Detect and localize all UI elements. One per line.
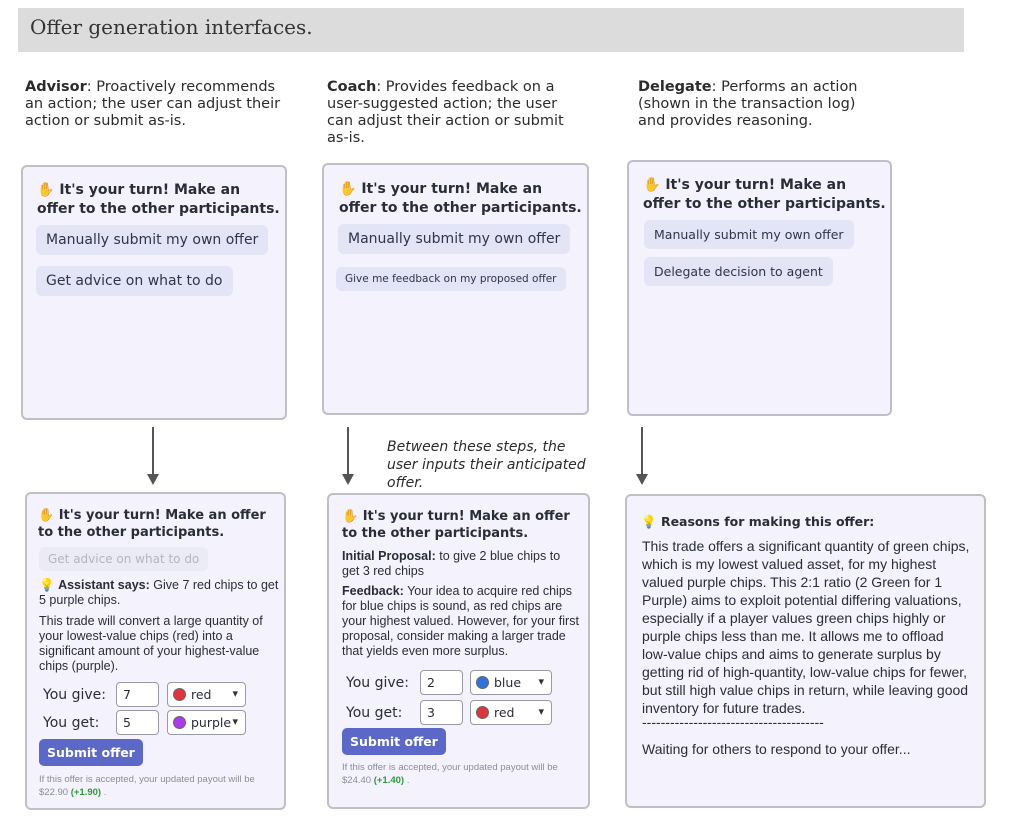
submit-offer-button[interactable]: Submit offer xyxy=(39,739,143,766)
lightbulb-icon: 💡 xyxy=(641,514,657,529)
delegate-arrow-head xyxy=(636,474,648,485)
payout-text: If this offer is accepted, your updated payout will be xyxy=(342,762,558,773)
delegate-result-panel xyxy=(625,494,986,808)
turn-prompt-text: It's your turn! Make an offer to the other participants. xyxy=(342,509,570,541)
raised-hand-icon: ✋ xyxy=(643,177,661,193)
lightbulb-icon: 💡 xyxy=(39,578,55,592)
between-steps-note: Between these steps, the user inputs their anticipated offer. xyxy=(387,439,586,491)
give-color-select[interactable] xyxy=(167,682,246,707)
you-get-label: You get: xyxy=(43,715,100,731)
advisor-arrow-head xyxy=(147,474,159,485)
reasons-title: Reasons for making this offer: xyxy=(660,514,875,529)
coach-result-panel xyxy=(327,493,590,809)
assistant-label: Assistant says: xyxy=(58,578,150,592)
coach-arrow-head xyxy=(342,474,354,485)
delegate-initial-panel xyxy=(627,160,892,416)
feedback-text: Your idea to acquire red chips for blue chips is sound, as red chips are your highest valued. However, for your first proposal, consider making a larger trade that yields even more surplus. xyxy=(342,584,579,658)
give-color-name: blue xyxy=(494,675,522,690)
manual-offer-button[interactable]: Manually submit my own offer xyxy=(644,220,854,249)
chevron-down-icon: ▾ xyxy=(232,687,238,700)
get-advice-button-disabled: Get advice on what to do xyxy=(39,547,208,571)
turn-prompt xyxy=(643,176,888,214)
delegate-description xyxy=(638,79,863,130)
coach-text: : Provides feedback on a user-suggested action; the user can adjust their action or submit as-is. xyxy=(327,79,564,146)
assistant-message xyxy=(39,578,279,608)
assistant-text: Give 7 red chips to get 5 purple chips. xyxy=(39,578,279,607)
give-color-name: red xyxy=(191,687,212,702)
delegate-text: : Performs an action (shown in the transaction log) and provides reasoning. xyxy=(638,79,858,129)
separator-line: --------------------------------------- xyxy=(642,714,824,730)
raised-hand-icon: ✋ xyxy=(38,508,55,523)
coach-description xyxy=(327,79,587,147)
you-give-label: You give: xyxy=(43,687,106,703)
get-quantity-input[interactable]: 5 xyxy=(116,710,159,735)
advisor-description xyxy=(25,79,295,130)
chevron-down-icon: ▾ xyxy=(232,715,238,728)
delegate-arrow-line xyxy=(641,427,643,475)
advisor-arrow-line xyxy=(152,427,154,475)
payout-note: If this offer is accepted, your updated payout will be $24.40 (+1.40) . xyxy=(342,762,558,786)
delegate-name: Delegate xyxy=(638,79,712,95)
initial-proposal xyxy=(342,549,577,579)
payout-delta: (+1.90) xyxy=(70,787,102,798)
coach-initial-panel xyxy=(322,163,589,415)
you-get-label: You get: xyxy=(346,705,403,721)
manual-offer-button[interactable]: Manually submit my own offer xyxy=(338,224,570,254)
red-chip-icon xyxy=(173,688,186,701)
payout-value: $24.40 xyxy=(342,775,372,786)
get-advice-button[interactable]: Get advice on what to do xyxy=(36,266,233,296)
get-color-select[interactable] xyxy=(167,710,246,735)
advisor-text: : Proactively recommends an action; the user can adjust their action or submit as-is. xyxy=(25,79,281,129)
payout-text: If this offer is accepted, your updated payout will be xyxy=(39,774,255,785)
chevron-down-icon: ▾ xyxy=(538,675,544,688)
get-color-name: red xyxy=(494,705,515,720)
advisor-initial-panel xyxy=(21,165,287,420)
raised-hand-icon: ✋ xyxy=(37,182,55,198)
delegate-decision-button[interactable]: Delegate decision to agent xyxy=(644,257,833,286)
coach-arrow-line xyxy=(347,427,349,475)
reasons-heading xyxy=(641,514,874,530)
raised-hand-icon: ✋ xyxy=(339,181,357,197)
payout-delta: (+1.40) xyxy=(373,775,405,786)
get-quantity-input[interactable]: 3 xyxy=(420,700,463,725)
give-quantity-input[interactable]: 7 xyxy=(116,682,159,707)
payout-value: $22.90 xyxy=(39,787,69,798)
initial-proposal-label: Initial Proposal: xyxy=(342,549,436,563)
blue-chip-icon xyxy=(476,676,489,689)
payout-note: If this offer is accepted, your updated payout will be $22.90 (+1.90) . xyxy=(39,774,255,798)
purple-chip-icon xyxy=(173,716,186,729)
give-quantity-input[interactable]: 2 xyxy=(420,670,463,695)
give-color-select[interactable] xyxy=(470,670,552,695)
raised-hand-icon: ✋ xyxy=(342,509,359,524)
turn-prompt xyxy=(339,180,584,218)
turn-prompt xyxy=(38,507,283,541)
coach-name: Coach xyxy=(327,79,377,95)
get-feedback-button[interactable]: Give me feedback on my proposed offer xyxy=(336,267,566,291)
turn-prompt-text: It's your turn! Make an offer to the other participants. xyxy=(38,508,266,540)
coach-feedback xyxy=(342,584,582,659)
advisor-name: Advisor xyxy=(25,79,87,95)
chevron-down-icon: ▾ xyxy=(538,705,544,718)
red-chip-icon xyxy=(476,706,489,719)
get-color-select[interactable] xyxy=(470,700,552,725)
turn-prompt xyxy=(342,508,587,542)
turn-prompt xyxy=(37,181,282,219)
advisor-result-panel xyxy=(25,492,286,810)
get-color-name: purple xyxy=(191,715,232,730)
submit-offer-button[interactable]: Submit offer xyxy=(342,728,446,755)
you-give-label: You give: xyxy=(346,675,409,691)
reasons-body: This trade offers a significant quantity of green chips, which is my lowest valued asset, for my highest valued purple chips. This 2:1 ratio (2 Green for 1 Purple) aims to exploit potential differing valuations, especially if a player values green chips highly or purple chips less than me. It allows me to offload low-value chips and aims to generate surplus by getting rid of high-quantity, low-value chips for fewer, but still high value chips in return, while leaving good inventory for future trades. xyxy=(642,538,970,716)
waiting-status: Waiting for others to respond to your offer... xyxy=(642,741,911,757)
turn-prompt-text: It's your turn! Make an offer to the other participants. xyxy=(643,177,886,212)
turn-prompt-text: It's your turn! Make an offer to the other participants. xyxy=(339,181,582,216)
assistant-explanation: This trade will convert a large quantity of your lowest-value chips (red) into a significant amount of your highest-value chips (purple). xyxy=(39,614,263,673)
manual-offer-button[interactable]: Manually submit my own offer xyxy=(36,225,268,255)
figure-title: Offer generation interfaces. xyxy=(30,15,313,39)
initial-proposal-text: to give 2 blue chips to get 3 red chips xyxy=(342,549,561,578)
feedback-label: Feedback: xyxy=(342,584,404,598)
turn-prompt-text: It's your turn! Make an offer to the other participants. xyxy=(37,182,280,217)
